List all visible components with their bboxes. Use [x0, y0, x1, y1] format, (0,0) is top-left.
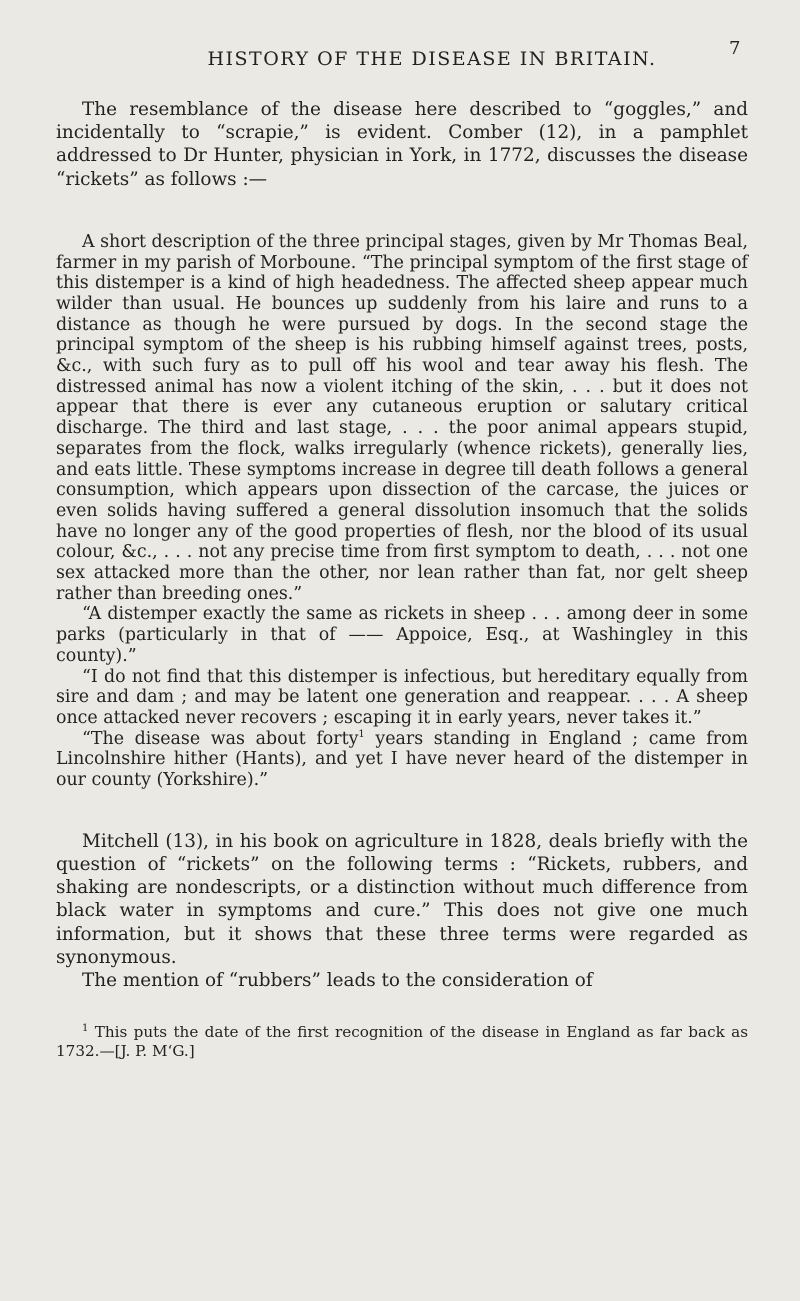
quote-paragraph-stages: A short description of the three principal stages, given by Mr Thomas Beal, farmer in my parish of Morboune. “The principal symptom of the first stage of this distemper is a kind of high headedness. The affected sheep appear much wilder than usual. He bounces up suddenly from his laire and runs to a distance as though he were pursued by dogs. In the second stage the principal symptom of the sheep is his rubbing himself against trees, posts, &c., with such fury as to pull off his wool and tear away his flesh. The distressed animal has now a violent itching of the skin, . . . but it does not appear that there is ever any cutaneous eruption or salutary critical discharge. The third and last stage, . . . the poor animal appears stupid, separates from the flock, walks irregularly (whence rickets), generally lies, and eats little. These symptoms increase in degree till death follows a general consumption, which appears upon dissection of the carcase, the juices or even solids having suffered a general dissolution insomuch that the solids have no longer any of the good properties of flesh, nor the blood of its usual colour, &c., . . . not any precise time from first symptom to death, . . . not one sex attacked more than the other, nor lean rather than fat, nor gelt sheep rather than breeding ones.” — [56, 231, 748, 604]
page-number: 7 — [729, 38, 742, 59]
intro-paragraph: The resemblance of the disease here described to “goggles,” and incidentally to “scrapie,” is evident. Comber (12), in a pamphlet addressed to Dr Hunter, physician in York, in 1772, discusses the disease “rickets” as follows :— — [56, 99, 748, 190]
rubbers-paragraph: The mention of “rubbers” leads to the consideration of — [82, 970, 593, 992]
quote-history-end: years standing in England ; came from Lincolnshire hither (Hants), and yet I have never heard of the distemper in our county (Yorkshire).” — [56, 728, 748, 791]
footnote-reference: 1 — [358, 728, 365, 740]
quote-paragraph-heredity: “I do not find that this distemper is infectious, but hereditary equally from sire and dam ; and may be latent one generation and reappear. . . . A sheep once attacked never recovers ; escaping it in early years, never takes it.” — [56, 666, 748, 728]
quote-paragraph-history — [56, 729, 748, 791]
comber-quotation — [56, 232, 748, 791]
footnote — [56, 1023, 748, 1061]
running-title: HISTORY OF THE DISEASE IN BRITAIN. — [207, 48, 657, 70]
quote-paragraph-deer: “A distemper exactly the same as rickets in sheep . . . among deer in some parks (particularly in that of —— Appoice, Esq., at Washingley in this county).” — [56, 604, 748, 666]
footnote-mark: 1 — [82, 1023, 89, 1035]
footnote-text: This puts the date of the first recognition of the disease in England as far back as 1732.—[J. P. M‘G.] — [56, 1023, 748, 1061]
quote-history-start: “The disease was about forty — [82, 728, 359, 749]
mitchell-paragraph: Mitchell (13), in his book on agriculture in 1828, deals briefly with the question of “rickets” on the following terms : “Rickets, rubbers, and shaking are nondescripts, or a distinction without much difference from black water in symptoms and cure.” This does not give one much information, but it shows that these three terms were regarded as synonymous. — [56, 830, 748, 968]
running-head — [56, 38, 748, 82]
